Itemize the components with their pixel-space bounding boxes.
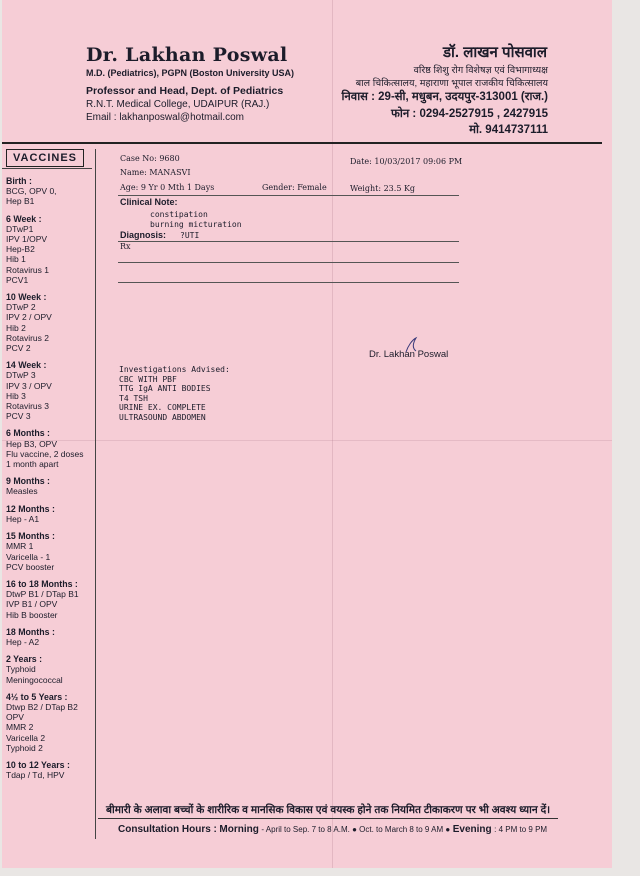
vaccine-schedule	[6, 176, 98, 780]
vaccine-item: MMR 1	[6, 541, 34, 552]
vaccine-item: Hib B booster	[6, 609, 58, 620]
vaccine-group	[6, 476, 98, 496]
consultation-hours	[118, 824, 547, 835]
diagnosis-label: Diagnosis:	[120, 230, 167, 240]
vaccine-group	[6, 292, 98, 353]
vaccine-item: OPV	[6, 712, 24, 723]
phone-hindi: फोन : 0294-2527915 , 2427915	[391, 108, 548, 120]
patient-gender: Gender: Female	[262, 183, 327, 192]
patient-weight: Weight: 23.5 Kg	[350, 184, 416, 193]
vaccine-age-title: 18 Months :	[6, 626, 55, 637]
vaccine-item: Measles	[6, 486, 38, 497]
vaccine-age-title: 10 to 12 Years :	[6, 759, 70, 770]
vaccine-item: Hib 2	[6, 322, 26, 333]
vaccine-item: Hep-B2	[6, 244, 35, 255]
vaccine-group	[6, 531, 98, 572]
vaccine-item: Typhoid 2	[6, 742, 43, 753]
doctor-designation: Professor and Head, Dept. of Pediatrics	[86, 85, 284, 97]
vaccine-group	[6, 214, 98, 285]
investigation-item: URINE EX. COMPLETE	[119, 403, 206, 413]
doctor-college: R.N.T. Medical College, UDAIPUR (RAJ.)	[86, 99, 270, 110]
vaccine-item: Hep B3, OPV	[6, 438, 58, 449]
vaccine-age-title: 6 Months :	[6, 428, 50, 439]
visit-date: Date: 10/03/2017 09:06 PM	[350, 157, 463, 166]
vaccine-group	[6, 654, 98, 685]
consultation-label: Consultation Hours :	[118, 824, 217, 835]
vaccine-item: PCV 3	[6, 411, 31, 422]
vaccine-item: Varicella 2	[6, 732, 46, 743]
vaccine-item: Hep B1	[6, 196, 35, 207]
diagnosis-value: ?UTI	[180, 231, 200, 240]
vaccines-rule	[2, 168, 92, 169]
investigation-item: TTG IgA ANTI BODIES	[119, 384, 211, 394]
vaccine-group	[6, 692, 98, 753]
vaccine-age-title: 12 Months :	[6, 503, 55, 514]
doctor-qualifications: M.D. (Pediatrics), PGPN (Boston University USA)	[86, 68, 295, 78]
vaccine-group	[6, 360, 98, 421]
card-rule-4	[118, 282, 459, 283]
patient-card	[114, 154, 464, 283]
card-rule-3	[118, 262, 459, 263]
vaccine-group	[6, 627, 98, 647]
vaccine-item: DTwP1	[6, 223, 34, 234]
investigations-label: Investigations Advised:	[119, 365, 230, 374]
morning-hours: - April to Sep. 7 to 8 A.M. ● Oct. to March 8 to 9 AM ●	[261, 825, 451, 834]
card-rule-2	[118, 241, 459, 242]
vaccine-age-title: 4½ to 5 Years :	[6, 691, 68, 702]
case-number: Case No: 9680	[120, 154, 180, 163]
vaccine-item: Dtwp B2 / DTap B2	[6, 701, 78, 712]
vaccine-item: IVP B1 / OPV	[6, 599, 58, 610]
vaccine-item: PCV booster	[6, 561, 55, 572]
hospital-hindi: बाल चिकित्सालय, महाराणा भूपाल राजकीय चिकित्सालय	[355, 78, 548, 89]
vaccine-item: Typhoid	[6, 664, 36, 675]
doctor-name-hindi: डॉ. लाखन पोसवाल	[442, 44, 547, 61]
vaccine-age-title: 10 Week :	[6, 292, 47, 303]
vaccine-item: Hep - A1	[6, 513, 40, 524]
mobile-hindi: मो. 9414737111	[469, 124, 548, 136]
investigation-item: ULTRASOUND ABDOMEN	[119, 412, 206, 422]
vaccine-age-title: 6 Week :	[6, 213, 42, 224]
vaccines-heading: VACCINES	[6, 149, 84, 167]
clinical-note-1: constipation	[150, 210, 208, 219]
clinical-note-2: burning micturation	[150, 220, 242, 229]
rx-label: Rx	[120, 242, 131, 251]
vaccine-item: Hep - A2	[6, 636, 40, 647]
patient-age: Age: 9 Yr 0 Mth 1 Days	[120, 183, 215, 192]
doctor-email: Email : lakhanposwal@hotmail.com	[86, 112, 244, 123]
investigation-item: CBC WITH PBF	[119, 374, 177, 384]
column-divider	[95, 149, 96, 839]
vaccine-age-title: Birth :	[6, 176, 32, 186]
doctor-name: Dr. Lakhan Poswal	[86, 44, 288, 66]
investigations	[119, 365, 230, 423]
vaccine-group	[6, 428, 98, 469]
clinical-note-label: Clinical Note:	[120, 197, 178, 207]
vaccine-item: Rotavirus 2	[6, 332, 49, 343]
vaccine-item: Hib 3	[6, 390, 26, 401]
vaccine-item: IPV 1/OPV	[6, 234, 48, 245]
vaccine-item: Varicella - 1	[6, 551, 51, 562]
vaccine-group	[6, 504, 98, 524]
vaccine-item: Rotavirus 1	[6, 264, 49, 275]
vaccine-item: Tdap / Td, HPV	[6, 770, 65, 781]
vaccine-item: Hib 1	[6, 254, 26, 265]
hindi-advice-note: बीमारी के अलावा बच्चों के शारीरिक व मानसिक विकास एवं वयस्क होने तक नियमित टीकाकरण पर भी अवश्य ध्यान दें।	[106, 804, 551, 816]
header-rule	[2, 142, 602, 144]
doctor-title-hindi: वरिष्ठ शिशु रोग विशेषज्ञ एवं विभागाध्यक्ष	[413, 65, 548, 76]
vaccine-item: DTwP 3	[6, 370, 36, 381]
vaccine-item: Meningococcal	[6, 674, 63, 685]
vaccine-age-title: 15 Months :	[6, 531, 55, 542]
vaccine-age-title: 14 Week :	[6, 360, 47, 371]
address-hindi: निवास : 29-सी, मधुबन, उदयपुर-313001 (राज.)	[341, 91, 548, 103]
vaccine-item: PCV1	[6, 274, 29, 285]
patient-name: Name: MANASVI	[120, 168, 191, 177]
card-rule-1	[118, 195, 459, 196]
vaccine-item: DtwP B1 / DTap B1	[6, 589, 79, 600]
morning-label: Morning	[219, 824, 259, 835]
vaccine-item: DTwP 2	[6, 302, 36, 313]
vaccine-age-title: 16 to 18 Months :	[6, 578, 78, 589]
vaccine-item: IPV 2 / OPV	[6, 312, 52, 323]
evening-hours: : 4 PM to 9 PM	[494, 825, 548, 834]
evening-label: Evening	[452, 824, 492, 835]
investigation-item: T4 TSH	[119, 393, 148, 403]
prescription-paper	[2, 0, 612, 868]
vaccine-item: Flu vaccine, 2 doses	[6, 448, 84, 459]
vaccine-group	[6, 176, 98, 207]
vaccine-item: BCG, OPV 0,	[6, 186, 57, 197]
vaccine-age-title: 2 Years :	[6, 654, 43, 665]
paper-fold-vertical	[332, 0, 333, 868]
vaccine-group	[6, 760, 98, 780]
vaccine-item: Rotavirus 3	[6, 401, 49, 412]
vaccine-item: MMR 2	[6, 722, 34, 733]
doctor-signature-name: Dr. Lakhan Poswal	[369, 349, 449, 360]
vaccine-item: IPV 3 / OPV	[6, 380, 52, 391]
vaccine-item: PCV 2	[6, 343, 31, 354]
vaccine-group	[6, 579, 98, 620]
footer-rule	[98, 818, 558, 819]
vaccine-item: 1 month apart	[6, 459, 59, 470]
vaccine-age-title: 9 Months :	[6, 476, 50, 487]
